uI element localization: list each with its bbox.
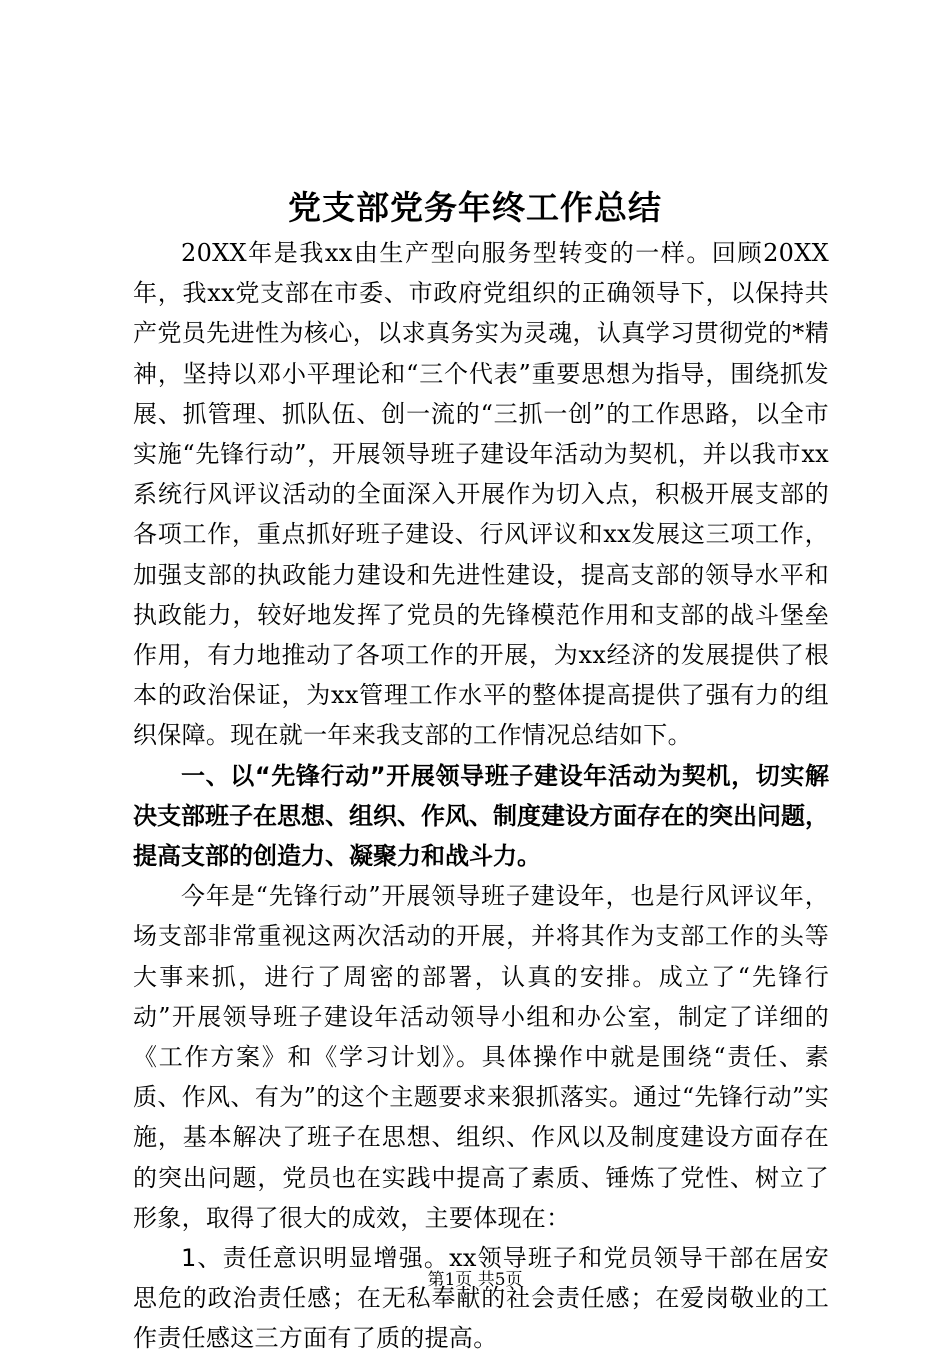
document-body — [133, 233, 829, 1359]
item-1-paragraph — [133, 1238, 829, 1359]
section-heading-1: 一、以“先锋行动”开展领导班子建设年活动为契机，切实解决支部班子在思想、组织、作风、制度建设方面存在的突出问题，提高支部的创造力、凝聚力和战斗力。 — [133, 761, 829, 871]
item-1-lead: 1、责任意识明显增强。 — [181, 1244, 450, 1273]
intro-paragraph: 20XX年是我xx由生产型向服务型转变的一样。回顾20XX年，我xx党支部在市委、市政府党组织的正确领导下，以保持共产党员先进性为核心，以求真务实为灵魂，认真学习贯彻党的*精神，坚持以邓小平理论和“三个代表”重要思想为指导，围绕抓发展、抓管理、抓队伍、创一流的“三抓一创”的工作思路，以全市实施“先锋行动”，开展领导班子建设年活动为契机，并以我市xx系统行风评议活动的全面深入开展作为切入点，积极开展支部的各项工作，重点抓好班子建设、行风评议和xx发展这三项工作，加强支部的执政能力建设和先进性建设，提高支部的领导水平和执政能力，较好地发挥了党员的先锋模范作用和支部的战斗堡垒作用，有力地推动了各项工作的开展，为xx经济的发展提供了根本的政治保证，为xx管理工作水平的整体提高提供了强有力的组织保障。现在就一年来我支部的工作情况总结如下。 — [133, 239, 829, 750]
item-1-text: xx领导班子和党员领导干部在居安思危的政治责任感；在无私奉献的社会责任感；在爱岗敬业的工作责任感这三方面有了质的提高。 — [133, 1244, 829, 1353]
section-1-paragraph: 今年是“先锋行动”开展领导班子建设年，也是行风评议年，场支部非常重视这两次活动的开展，并将其作为支部工作的头等大事来抓，进行了周密的部署，认真的安排。成立了“先锋行动”开展领导班子建设年活动领导小组和办公室，制定了详细的《工作方案》和《学习计划》。具体操作中就是围绕“责任、素质、作风、有为”的这个主题要求来狠抓落实。通过“先锋行动”实施，基本解决了班子在思想、组织、作风以及制度建设方面存在的突出问题，党员也在实践中提高了素质、锤炼了党性、树立了形象，取得了很大的成效，主要体现在： — [133, 882, 829, 1232]
page-footer: 第1页 共5页 — [427, 1270, 523, 1290]
document-title: 党支部党务年终工作总结 — [288, 188, 662, 227]
